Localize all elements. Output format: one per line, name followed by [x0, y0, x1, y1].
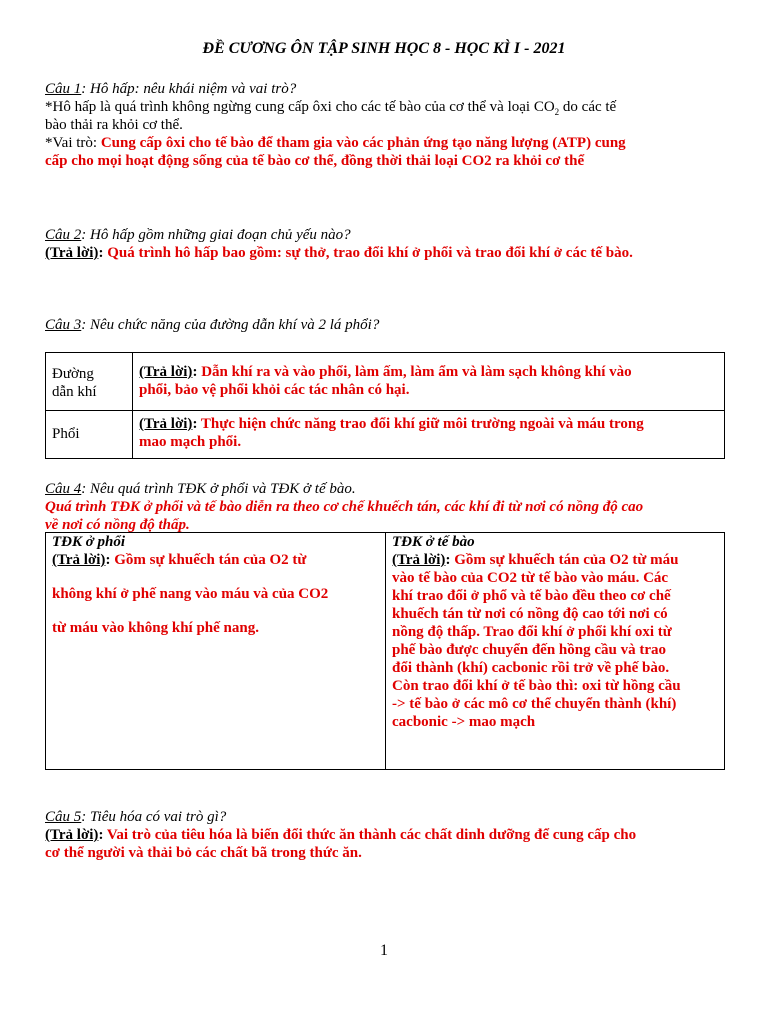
q4-lung-c: từ máu vào không khí phế nang. [52, 620, 259, 636]
answer-label: (Trả lời) [392, 552, 446, 568]
q3-row-airway [46, 353, 725, 411]
q3-row1-head-a: Đường [52, 366, 94, 382]
question-3-number: Câu 3 [45, 317, 82, 333]
q2-answer: (Trả lời): Quá trình hô hấp bao gồm: sự thở, trao đổi khí ở phổi và trao đổi khí ở các tế bào. [45, 245, 633, 261]
q3-row2-head: Phổi [46, 411, 133, 459]
q4-cell-line: Gồm sự khuếch tán của O2 từ máu [454, 552, 679, 568]
question-3 [45, 316, 379, 334]
q4-cell-line: phế bào được chuyển đến hồng cầu và trao [392, 642, 667, 658]
q4-cell-head: TĐK ở tế bào [392, 534, 475, 550]
answer-label: (Trả lời) [139, 416, 193, 432]
page-title: ĐỀ CƯƠNG ÔN TẬP SINH HỌC 8 - HỌC KÌ I - 2021 [202, 40, 566, 57]
q5-answer-a: Vai trò của tiêu hóa là biến đổi thức ăn thành các chất dinh dưỡng để cung cấp cho [106, 827, 637, 843]
q3-row2-content: (Trả lời): Thực hiện chức năng trao đổi khí giữ môi trường ngoài và máu trong mao mạch phổi. [133, 411, 725, 459]
q4-cell-line: cacbonic -> mao mạch [392, 714, 536, 730]
question-5-number: Câu 5 [45, 809, 82, 825]
question-3-text: : Nêu chức năng của đường dẫn khí và 2 lá phổi? [81, 317, 380, 333]
q4-row [46, 533, 725, 770]
q5-answer-b: cơ thể người và thải bỏ các chất bã trong thức ăn. [45, 845, 362, 861]
q1-definition-sub: 2 [554, 107, 560, 117]
q3-row2-b: mao mạch phổi. [139, 434, 242, 450]
question-1-text: : Hô hấp: nêu khái niệm và vai trò? [81, 81, 297, 97]
question-2-number: Câu 2 [45, 227, 82, 243]
q4-intro-a: Quá trình TĐK ở phổi và tế bào diễn ra theo cơ chế khuếch tán, các khí đi từ nơi có nồng độ cao [45, 499, 644, 515]
page-number: 1 [380, 942, 388, 959]
q4-cell-line: đổi thành (khí) cacbonic rồi trở về phế bào. [392, 660, 670, 676]
q3-row2-a: Thực hiện chức năng trao đổi khí giữ môi trường ngoài và máu trong [200, 416, 644, 432]
q4-cell-line: -> tế bào ở các mô cơ thể chuyển thành (khí) [392, 696, 677, 712]
q2-answer-text: Quá trình hô hấp bao gồm: sự thở, trao đổi khí ở phổi và trao đổi khí ở các tế bào. [107, 245, 633, 261]
q3-row1-b: phổi, bảo vệ phổi khỏi các tác nhân có hại. [139, 382, 410, 398]
q1-definition-b: do các tế [559, 99, 617, 115]
question-1-number: Câu 1 [45, 81, 82, 97]
q4-cell-line: Còn trao đổi khí ở tế bào thì: oxi từ hồng cầu [392, 678, 681, 694]
q3-row1-content: (Trả lời): Dẫn khí ra và vào phổi, làm ấm, làm ẩm và làm sạch không khí vào phổi, bảo vệ phổi khỏi các tác nhân có hại. [133, 353, 725, 411]
q5-answer: (Trả lời): Vai trò của tiêu hóa là biến đổi thức ăn thành các chất dinh dưỡng để cung cấp cho [45, 827, 637, 843]
q1-definition-a: *Hô hấp là quá trình không ngừng cung cấp ôxi cho các tế bào của cơ thể và loại CO [45, 99, 555, 115]
q3-row-lungs [46, 411, 725, 459]
answer-label: (Trả lời) [45, 245, 99, 261]
q4-lung-b: không khí ở phế nang vào máu và của CO2 [52, 586, 329, 602]
question-1 [45, 80, 296, 98]
q4-table [45, 532, 725, 770]
question-4 [45, 480, 356, 498]
q3-row1-a: Dẫn khí ra và vào phổi, làm ấm, làm ẩm và làm sạch không khí vào [201, 364, 632, 380]
question-4-number: Câu 4 [45, 481, 82, 497]
q4-cell-line: vào tế bào của CO2 từ tế bào vào máu. Các [392, 570, 669, 586]
q1-role-b: cấp cho mọi hoạt động sống của tế bào cơ thể, đồng thời thải loại CO2 ra khỏi cơ thể [45, 153, 585, 169]
answer-label: (Trả lời) [52, 552, 106, 568]
q1-role [45, 134, 735, 152]
q4-cell-line: khí trao đổi ở phổ và tế bào đều theo cơ chế [392, 588, 671, 604]
q4-cell-line: nồng độ thấp. Trao đổi khí ở phổi khí oxi từ [392, 624, 672, 640]
q4-cell-cell: TĐK ở tế bào (Trả lời): Gồm sự khuếch tán của O2 từ máu vào tế bào của CO2 từ tế bào vào máu. Các khí trao đổi ở phổ và tế bào đều theo cơ chế khuếch tán từ nơi có nồng độ cao tới nơi có nồng độ thấp. Trao đổi khí ở phổi khí oxi từ phế bào được chuyển đến hồng cầu và trao đổi thành (khí) cacbonic rồi trở về phế bào. Còn trao đổi khí ở tế bào thì: oxi từ hồng cầu -> tế bào ở các mô cơ thể chuyển thành (khí) cacbonic -> mao mạch [386, 533, 725, 770]
q4-intro-b: về nơi có nồng độ thấp. [45, 517, 190, 533]
q1-definition-c: bào thải ra khỏi cơ thể. [45, 117, 183, 133]
q4-lung-cell: TĐK ở phổi (Trả lời): Gồm sự khuếch tán của O2 từ không khí ở phế nang vào máu và của CO2 từ máu vào không khí phế nang. [46, 533, 386, 770]
q4-cell-line: khuếch tán từ nơi có nồng độ cao tới nơi có [392, 606, 668, 622]
q4-lung-head: TĐK ở phổi [52, 534, 126, 550]
question-4-text: : Nêu quá trình TĐK ở phổi và TĐK ở tế bào. [81, 481, 356, 497]
question-2-text: : Hô hấp gồm những giai đoạn chủ yếu nào? [81, 227, 351, 243]
q3-row1-head-b: dẫn khí [52, 384, 97, 400]
q1-role-a: Cung cấp ôxi cho tế bào để tham gia vào các phản ứng tạo năng lượng (ATP) cung [100, 135, 626, 151]
q3-row1-head [46, 353, 133, 411]
q4-lung-a: Gồm sự khuếch tán của O2 từ [114, 552, 307, 568]
question-5-text: : Tiêu hóa có vai trò gì? [81, 809, 227, 825]
answer-label: (Trả lời) [139, 364, 193, 380]
q1-role-label: *Vai trò: [45, 135, 101, 151]
answer-label: (Trả lời) [45, 827, 99, 843]
question-5 [45, 808, 226, 826]
q3-table [45, 352, 725, 459]
question-2 [45, 226, 351, 244]
